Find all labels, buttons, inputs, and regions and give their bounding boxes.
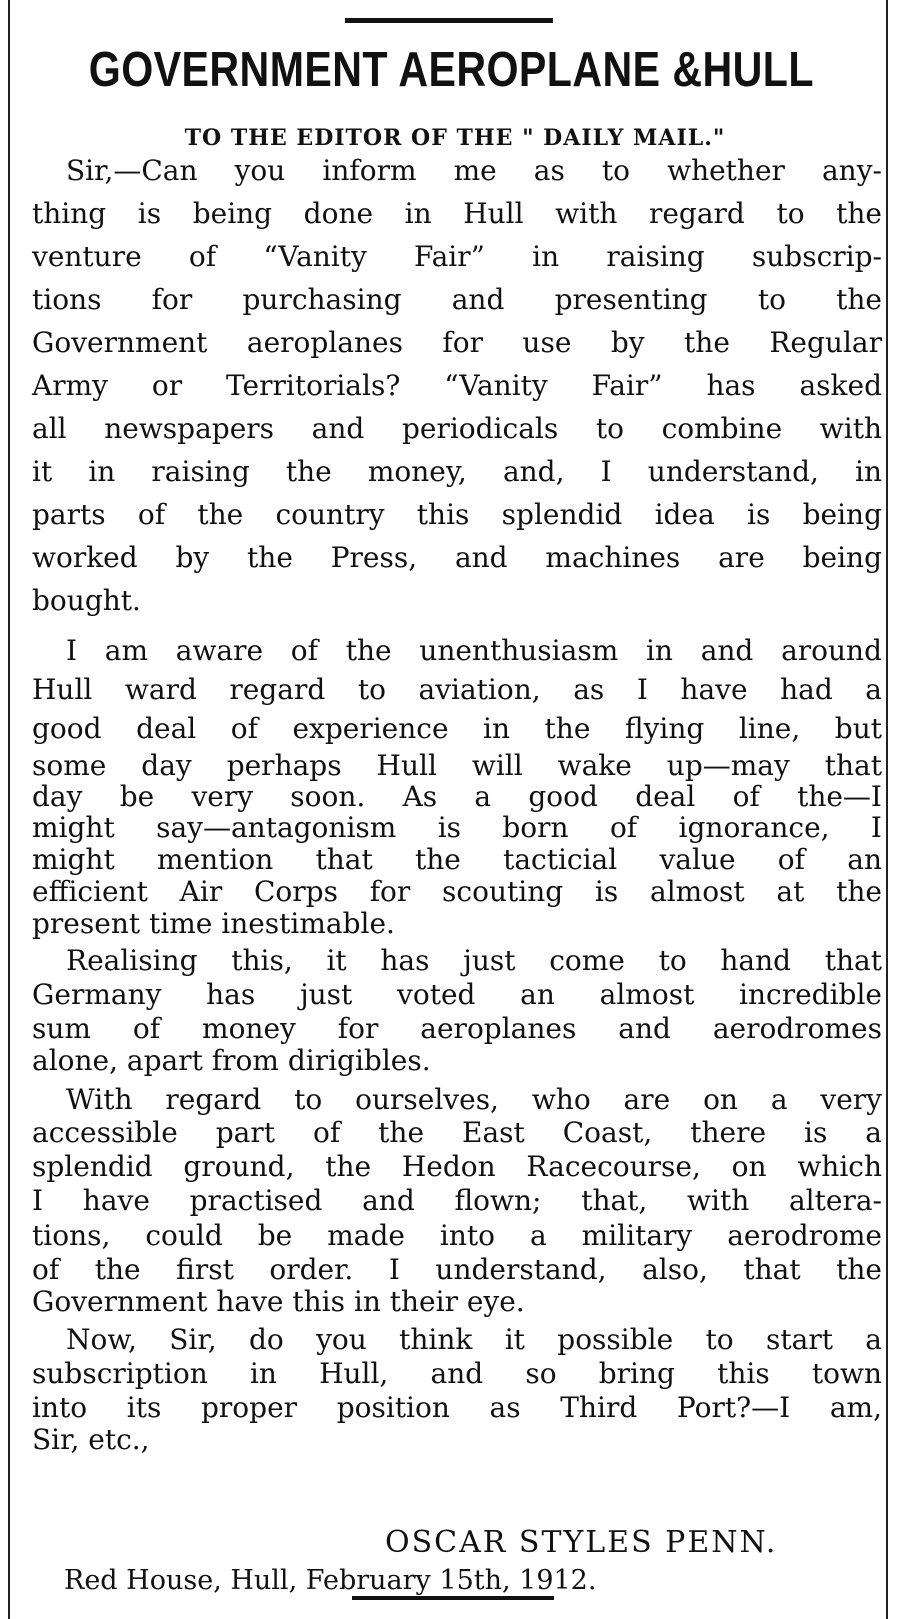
letter-line: Germany has just voted an almost incredible [32, 978, 882, 1011]
letter-line: Sir,—Can you inform me as to whether any- [66, 154, 882, 187]
letter-line: tions, could be made into a military aerodrome [32, 1219, 882, 1252]
letter-line: Army or Territorials? “Vanity Fair” has asked [32, 369, 882, 402]
bottom-divider [352, 1596, 554, 1600]
letter-line: Hull ward regard to aviation, as I have had a [32, 673, 882, 706]
signature: OSCAR STYLES PENN. [385, 1525, 778, 1560]
headline: GOVERNMENT AEROPLANE &HULL [88, 43, 814, 97]
letter-line: Now, Sir, do you think it possible to start a [66, 1323, 882, 1356]
column-rule-left [8, 0, 10, 1619]
addressee-line: TO THE EDITOR OF THE " DAILY MAIL." [184, 125, 726, 151]
column-rule-right [886, 0, 888, 1619]
letter-line: splendid ground, the Hedon Racecourse, on which [32, 1150, 882, 1183]
letter-line: present time inestimable. [32, 907, 395, 940]
letter-line: day be very soon. As a good deal of the—I [32, 780, 882, 813]
letter-line: tions for purchasing and presenting to the [32, 283, 882, 316]
letter-line: might say—antagonism is born of ignorance, I [32, 811, 882, 844]
letter-line: all newspapers and periodicals to combine with [32, 412, 882, 445]
letter-line: parts of the country this splendid idea is being [32, 498, 882, 531]
letter-line: Sir, etc., [32, 1423, 150, 1456]
letter-line: I am aware of the unenthusiasm in and around [66, 634, 882, 667]
top-divider [345, 18, 553, 23]
letter-line: accessible part of the East Coast, there is a [32, 1116, 882, 1149]
letter-line: into its proper position as Third Port?—I am, [32, 1391, 882, 1424]
place-date: Red House, Hull, February 15th, 1912. [64, 1565, 597, 1596]
letter-line: sum of money for aeroplanes and aerodromes [32, 1012, 882, 1045]
letter-line: Government aeroplanes for use by the Regular [32, 326, 882, 359]
letter-line: worked by the Press, and machines are being [32, 541, 882, 574]
letter-line: might mention that the tacticial value of an [32, 843, 882, 876]
letter-line: subscription in Hull, and so bring this town [32, 1357, 882, 1390]
letter-line: I have practised and flown; that, with altera- [32, 1184, 882, 1217]
letter-line: it in raising the money, and, I understand, in [32, 455, 882, 488]
letter-line: Realising this, it has just come to hand that [66, 944, 882, 977]
letter-line: efficient Air Corps for scouting is almost at the [32, 875, 882, 908]
letter-line: some day perhaps Hull will wake up—may that [32, 749, 882, 782]
letter-line: good deal of experience in the flying line, but [32, 712, 882, 745]
letter-line: of the first order. I understand, also, that the [32, 1253, 882, 1286]
letter-line: venture of “Vanity Fair” in raising subscrip- [32, 240, 882, 273]
letter-line: Government have this in their eye. [32, 1285, 525, 1318]
letter-line: With regard to ourselves, who are on a very [66, 1083, 882, 1116]
letter-line: bought. [32, 584, 141, 617]
letter-line: alone, apart from dirigibles. [32, 1044, 431, 1077]
letter-line: thing is being done in Hull with regard to the [32, 197, 882, 230]
